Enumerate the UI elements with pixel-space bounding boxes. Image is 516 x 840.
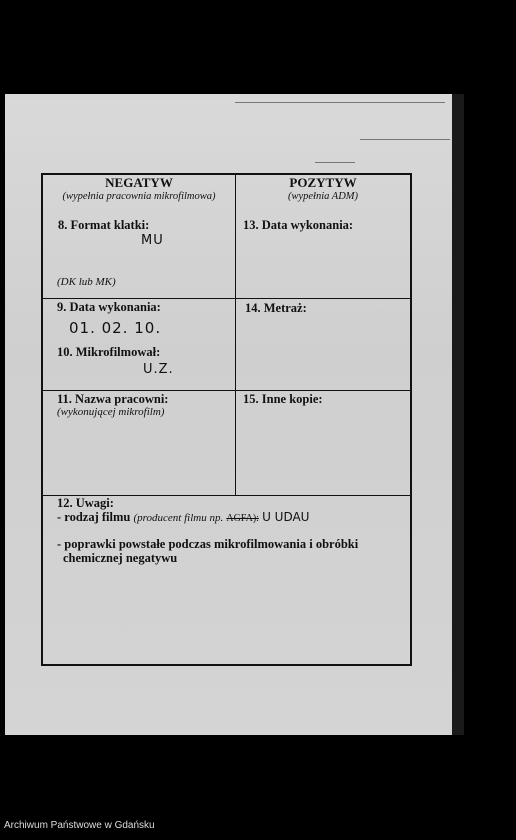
archive-footer: Archiwum Państwowe w Gdańsku xyxy=(4,820,155,831)
uwagi-label: 12. Uwagi: xyxy=(57,496,114,510)
row-divider xyxy=(43,390,410,391)
film-type-hint: (producent filmu np. xyxy=(133,512,224,524)
microfilmed-label: 10. Mikrofilmował: xyxy=(57,345,161,359)
microfilm-form xyxy=(41,173,412,666)
corrections-line2: chemicznej negatywu xyxy=(63,551,178,565)
negatyw-date-value: 01. 02. 10. xyxy=(69,319,162,337)
scan-scratch xyxy=(315,162,355,163)
scan-scratch xyxy=(235,102,445,103)
scan-scratch xyxy=(360,139,450,140)
negatyw-subtitle: (wypełnia pracownia mikrofilmowa) xyxy=(62,191,216,202)
film-type-example: AGFA): xyxy=(226,513,259,524)
corrections-line1: - poprawki powstałe podczas mikrofilmowania i obróbki xyxy=(57,537,359,551)
pozytyw-subtitle: (wypełnia ADM) xyxy=(287,191,359,202)
copies-label: 15. Inne kopie: xyxy=(243,392,323,406)
film-type-prefix: - rodzaj filmu xyxy=(57,510,131,524)
format-hint: (DK lub MK) xyxy=(57,276,116,288)
scan-edge xyxy=(452,94,464,735)
pozytyw-date-label: 13. Data wykonania: xyxy=(243,218,354,232)
microfilmed-value: U.Z. xyxy=(143,362,174,377)
meter-label: 14. Metraż: xyxy=(245,301,307,315)
pozytyw-header xyxy=(236,176,410,203)
film-type-value: U UDAU xyxy=(262,510,310,524)
row-divider xyxy=(43,298,410,299)
negatyw-title: NEGATYW xyxy=(105,175,173,190)
film-type-line xyxy=(57,510,309,525)
negatyw-date-label: 9. Data wykonania: xyxy=(57,300,161,314)
negatyw-header xyxy=(43,176,235,203)
workshop-hint: (wykonującej mikrofilm) xyxy=(57,406,165,418)
format-value: MU xyxy=(141,233,164,248)
format-label: 8. Format klatki: xyxy=(58,218,150,232)
pozytyw-title: POZYTYW xyxy=(289,175,357,190)
column-divider xyxy=(235,175,236,496)
workshop-label: 11. Nazwa pracowni: xyxy=(57,392,169,406)
